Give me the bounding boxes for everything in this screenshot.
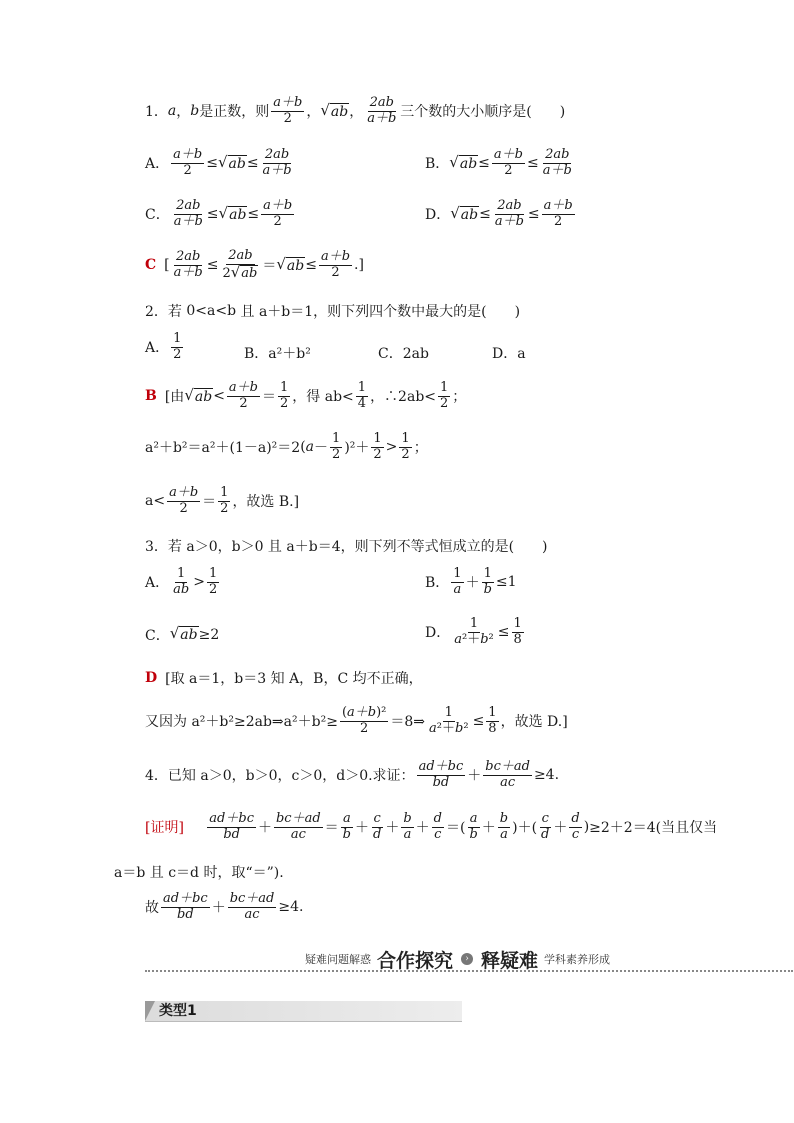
fraction: $\frac{2ab}{a+b}$	[367, 95, 397, 126]
banner-title-2: 释疑难	[481, 949, 539, 972]
q1-option-c[interactable]: C． $\frac{2ab}{a+b}$ ≤ √ ab ≤ $\frac{a+b}{2}$	[145, 198, 293, 229]
banner-divider	[145, 970, 793, 972]
banner-title: 合作探究	[377, 949, 454, 972]
arrow-circle-icon: ›	[461, 953, 473, 965]
q1-stem: 1． a ， b 是正数，则 $\frac{a+b}{2}$ ， √ ab ， $\frac{2ab}{a+b}$ 三个数的大小顺序是( )	[145, 95, 566, 126]
q2-option-d[interactable]: D．a	[492, 346, 526, 362]
q2-option-c[interactable]: C．2ab	[378, 346, 429, 362]
proof-label: [证明]	[145, 820, 184, 837]
q3-stem: 3．若 a＞0，b＞0 且 a＋b＝4，则下列不等式恒成立的是( )	[145, 539, 548, 555]
type-label-bar	[145, 1001, 462, 1022]
sqrt: √ ab	[320, 100, 349, 120]
q3-option-c[interactable]: C． √ ab ≥2	[145, 624, 220, 644]
q2-stem: 2．若 0<a<b 且 a＋b＝1，则下列四个数中最大的是( )	[145, 303, 521, 320]
answer-label: B	[145, 388, 157, 405]
q4-proof-line1: [证明] $\frac{ad+bc}{bd}$ ＋ $\frac{bc+ad}{ac}$ ＝ $\frac{a}{b}$ ＋ $\frac{c}{d}$ ＋ $\frac{b}{a}$ ＋ $\frac{d}{c}$ ＝( $\frac{a}{b}$ ＋ $\frac{b}{a}$ )＋( $\frac{c}{d}$ ＋ $\frac{d}{c}$ ) ≥2＋2＝4(当且仅当	[145, 811, 718, 842]
answer-label: C	[145, 257, 157, 274]
q1-option-a[interactable]: A． $\frac{a+b}{2}$ ≤ √ ab ≤ $\frac{2ab}{a+b}$	[145, 147, 292, 178]
banner-right-text: 学科素养形成	[544, 953, 611, 966]
q2-solution-line1: B [由 √ ab < $\frac{a+b}{2}$ ＝ $\frac{1}{2}$ ，得 ab< $\frac{1}{4}$ ，∴2ab< $\frac{1}{2}$ ；	[145, 380, 467, 411]
q2-solution-line3: a< $\frac{a+b}{2}$ ＝ $\frac{1}{2}$ ，故选 B.]	[145, 485, 300, 516]
q3-option-a[interactable]: A． $\frac{1}{ab}$ > $\frac{1}{2}$	[145, 566, 218, 597]
q3-option-b[interactable]: B． $\frac{1}{a}$ ＋ $\frac{1}{b}$ ≤1	[425, 566, 517, 597]
q3-solution-line2: 又因为 a²＋b²≥2ab⇒a²＋b²≥ $\frac{\text{(a＋b)²}}{2}$ ＝8⇒ $\frac{1}{\text{a²＋b²}}$ ≤ $\frac{1}{8}$ ，故选 D.]	[145, 705, 568, 736]
section-banner	[145, 948, 793, 972]
q1-option-d[interactable]: D． √ ab ≤ $\frac{2ab}{a+b}$ ≤ $\frac{a+b}{2}$	[425, 198, 573, 229]
q4-stem: 4．已知 a＞0，b＞0，c＞0，d＞0.求证： $\frac{ad+bc}{bd}$ ＋ $\frac{bc+ad}{ac}$ ≥4.	[145, 759, 560, 790]
q4-conclusion: 故 $\frac{ad+bc}{bd}$ ＋ $\frac{bc+ad}{ac}$ ≥4.	[145, 891, 304, 922]
q1-solution: C [ $\frac{2ab}{a+b}$ ≤ 2ab 2 √ ab ＝ √ ab ≤ $\frac{a+b}{2}$ .]	[145, 248, 364, 281]
answer-label: D	[145, 670, 158, 686]
banner-left-text: 疑难问题解惑	[305, 953, 371, 966]
q2-option-b[interactable]: B．a²＋b²	[244, 346, 311, 362]
fraction: $\frac{a+b}{2}$	[273, 95, 303, 126]
q2-option-a[interactable]: A． $\frac{1}{2}$	[145, 331, 182, 362]
q3-solution-line1: D [取 a＝1，b＝3 知 A，B，C 均不正确，	[145, 670, 423, 687]
q1-option-b[interactable]: B． √ ab ≤ $\frac{a+b}{2}$ ≤ $\frac{2ab}{a+b}$	[425, 147, 572, 178]
q4-proof-line2: a＝b 且 c＝d 时，取“＝”).	[114, 865, 284, 881]
type-label: 类型1	[159, 1003, 197, 1019]
q2-solution-line2: a²＋b²＝a²＋(1－a)²＝2 ( a － $\frac{1}{2}$ )²＋ $\frac{1}{2}$ > $\frac{1}{2}$ ；	[145, 431, 428, 462]
q3-option-d[interactable]: D． $\frac{1}{\text{a²＋b²}}$ ≤ $\frac{1}{8}$	[425, 616, 522, 647]
